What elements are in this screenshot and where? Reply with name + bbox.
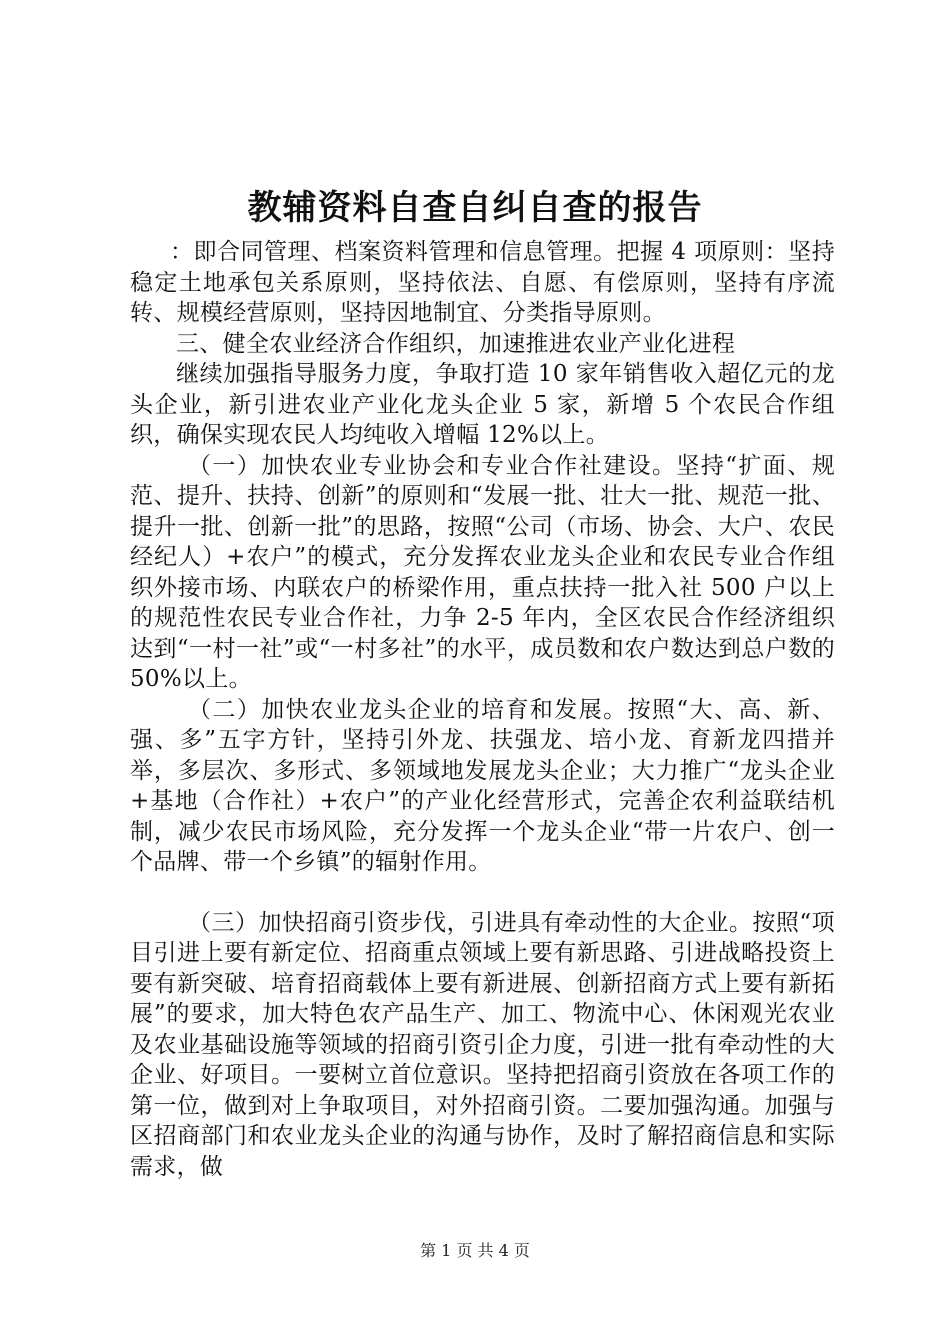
document-title: 教辅资料自查自纠自查的报告 xyxy=(247,188,703,228)
paragraph-principles: ：即合同管理、档案资料管理和信息管理。把握 4 项原则：坚持稳定土地承包关系原则，坚持依法、自愿、有偿原则，坚持有序流转、规模经营原则，坚持因地制宜、分类指导原则。 xyxy=(130,239,835,326)
section-heading-3: 三、健全农业经济合作组织，加速推进农业产业化进程 xyxy=(176,330,736,357)
paragraph-item-1: （一）加快农业专业协会和专业合作社建设。坚持“扩面、规范、提升、扶持、创新”的原则和“发展一批、壮大一批、规范一批、提升一批、创新一批”的思路，按照“公司（市场、协会、大户、农民经纪人）+农户”的模式，充分发挥农业龙头企业和农民专业合作组织外接市场、内联农户的桥梁作用，重点扶持一批入社 500 户以上的规范性农民专业合作社，力争 2-5 年内，全区农民合作经济组织达到“一村一社”或“一村多社”的水平，成员数和农户数达到总户数的 50%以上。 xyxy=(130,452,835,692)
page-number-footer: 第 1 页 共 4 页 xyxy=(420,1241,530,1260)
paragraph-item-3: （三）加快招商引资步伐，引进具有牵动性的大企业。按照“项目引进上要有新定位、招商重点领域上要有新思路、引进战略投资上要有新突破、培育招商载体上要有新进展、创新招商方式上要有新拓展”的要求，加大特色农产品生产、加工、物流中心、休闲观光农业及农业基础设施等领域的招商引资引企力度，引进一批有牵动性的大企业、好项目。一要树立首位意识。坚持把招商引资放在各项工作的第一位，做到对上争取项目，对外招商引资。二要加强沟通。加强与区招商部门和农业龙头企业的沟通与协作，及时了解招商信息和实际需求，做 xyxy=(130,909,835,1180)
document-body xyxy=(130,237,835,1182)
paragraph-item-2: （二）加快农业龙头企业的培育和发展。按照“大、高、新、强、多”五字方针，坚持引外龙、扶强龙、培小龙、育新龙四措并举，多层次、多形式、多领域地发展龙头企业；大力推广“龙头企业+基地（合作社）+农户”的产业化经营形式，完善企农利益联结机制，减少农民市场风险，充分发挥一个龙头企业“带一片农户、创一个品牌、带一个乡镇”的辐射作用。 xyxy=(130,696,835,875)
paragraph-goals: 继续加强指导服务力度，争取打造 10 家年销售收入超亿元的龙头企业，新引进农业产业化龙头企业 5 家，新增 5 个农民合作组织，确保实现农民人均纯收入增幅 12%以上。 xyxy=(130,361,835,448)
